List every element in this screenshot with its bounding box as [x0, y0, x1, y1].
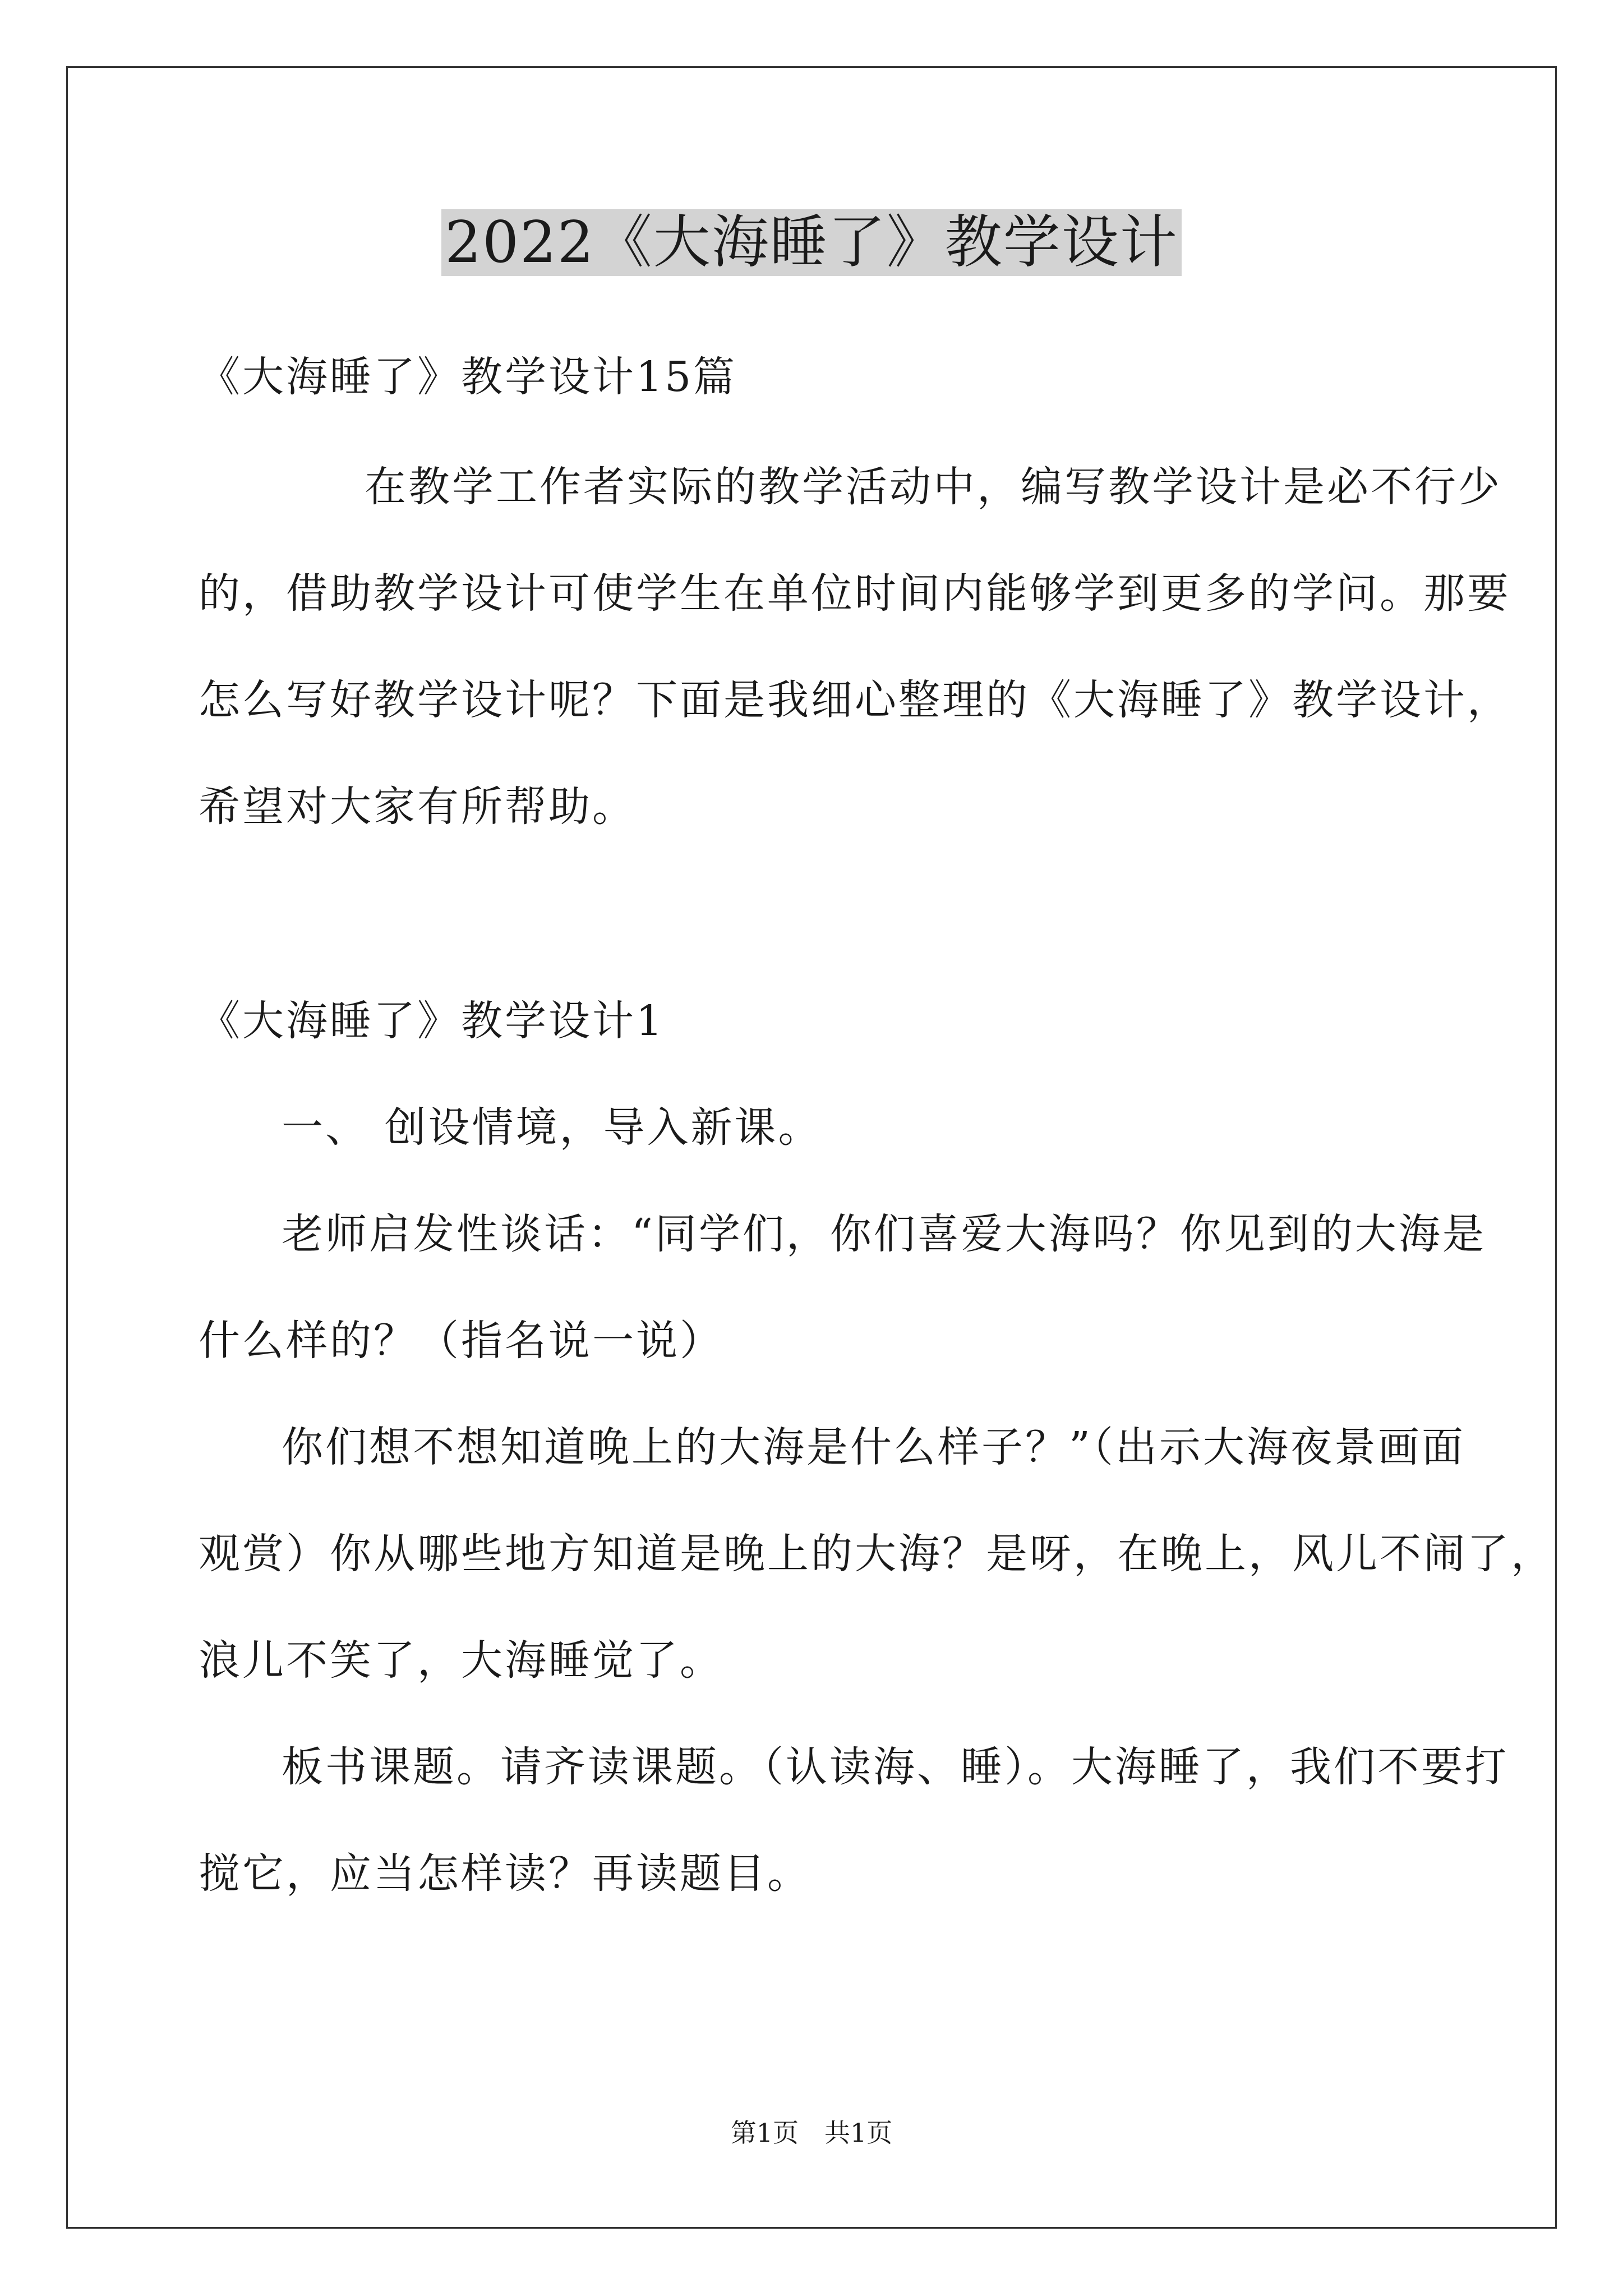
body-line-7: 板书课题。请齐读课题。（认读海、睡）。大海睡了，我们不要打 — [282, 1743, 1509, 1791]
subtitle: 《大海睡了》教学设计15篇 — [199, 353, 737, 401]
document-title — [0, 206, 1623, 279]
body-line-1: 一、 创设情境，导入新课。 — [282, 1103, 822, 1152]
section-heading: 《大海睡了》教学设计1 — [199, 997, 665, 1045]
intro-line-1: 在教学工作者实际的教学活动中，编写教学设计是必不行少 — [365, 463, 1502, 511]
intro-line-4: 希望对大家有所帮助。 — [199, 783, 636, 831]
body-line-5: 观赏）你从哪些地方知道是晚上的大海？是呀，在晚上，风儿不闹了， — [199, 1530, 1555, 1578]
body-line-4: 你们想不想知道晚上的大海是什么样子？”（出示大海夜景画面 — [282, 1423, 1465, 1471]
body-line-8: 搅它，应当怎样读？再读题目。 — [199, 1849, 811, 1898]
body-line-6: 浪儿不笑了，大海睡觉了。 — [199, 1636, 723, 1685]
body-line-3: 什么样的？（指名说一说） — [199, 1317, 723, 1365]
page-total: 共1页 — [824, 2118, 893, 2148]
document-title-text: 2022《大海睡了》教学设计 — [441, 209, 1182, 276]
body-line-2: 老师启发性谈话：“同学们，你们喜爱大海吗？你见到的大海是 — [282, 1210, 1486, 1258]
page-number: 第1页 — [730, 2118, 799, 2148]
page-footer — [0, 2116, 1623, 2150]
intro-line-3: 怎么写好教学设计呢？下面是我细心整理的《大海睡了》教学设计， — [199, 676, 1511, 724]
intro-line-2: 的，借助教学设计可使学生在单位时间内能够学到更多的学问。那要 — [199, 569, 1511, 618]
